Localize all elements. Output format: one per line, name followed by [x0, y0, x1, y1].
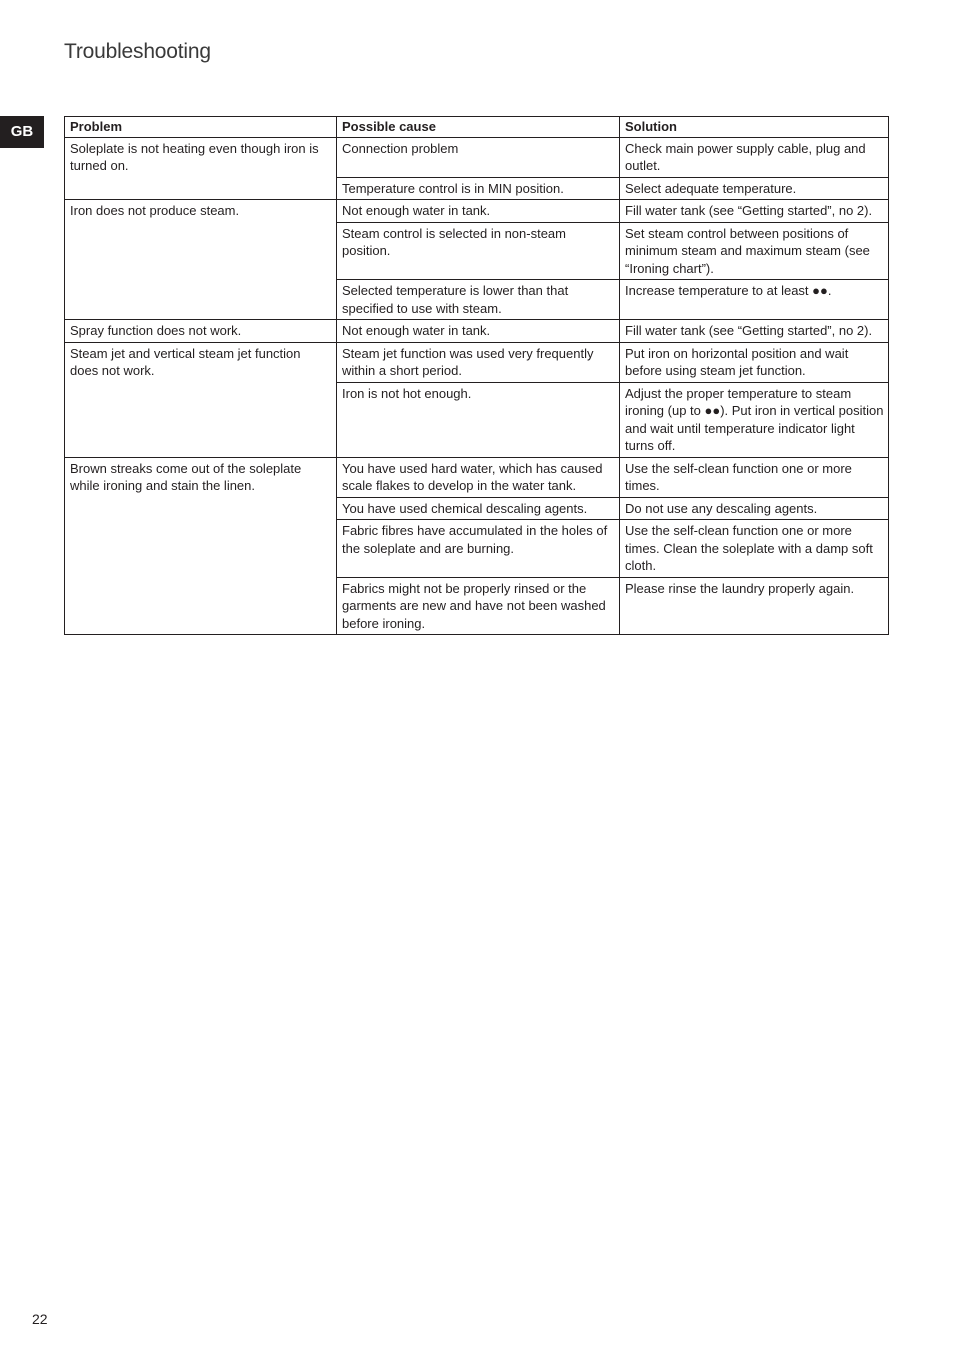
problem-cell: Iron does not produce steam.: [65, 200, 337, 320]
cause-cell: Steam control is selected in non-steam position.: [337, 222, 620, 280]
cause-cell: Steam jet function was used very frequently within a short period.: [337, 342, 620, 382]
cause-cell: Fabric fibres have accumulated in the holes of the soleplate and are burning.: [337, 520, 620, 578]
cause-cell: Not enough water in tank.: [337, 320, 620, 343]
page-number: 22: [32, 1311, 48, 1327]
solution-cell: Use the self-clean function one or more times.: [620, 457, 889, 497]
language-tab: GB: [0, 116, 44, 148]
problem-cell: Brown streaks come out of the soleplate while ironing and stain the linen.: [65, 457, 337, 635]
cause-cell: Fabrics might not be properly rinsed or the garments are new and have not been washed before ironing.: [337, 577, 620, 635]
table-header-row: [65, 117, 889, 138]
solution-cell: Fill water tank (see “Getting started”, no 2).: [620, 320, 889, 343]
solution-cell: Use the self-clean function one or more times. Clean the soleplate with a damp soft cloth.: [620, 520, 889, 578]
solution-cell: Check main power supply cable, plug and outlet.: [620, 137, 889, 177]
solution-cell: Fill water tank (see “Getting started”, no 2).: [620, 200, 889, 223]
cause-cell: Not enough water in tank.: [337, 200, 620, 223]
solution-cell: Set steam control between positions of minimum steam and maximum steam (see “Ironing chart”).: [620, 222, 889, 280]
solution-cell: Do not use any descaling agents.: [620, 497, 889, 520]
table-row: [65, 320, 889, 343]
solution-cell: Increase temperature to at least ●●.: [620, 280, 889, 320]
solution-cell: Please rinse the laundry properly again.: [620, 577, 889, 635]
table-body: [65, 137, 889, 635]
table-row: [65, 457, 889, 497]
header-possible-cause: Possible cause: [337, 117, 620, 138]
solution-cell: Adjust the proper temperature to steam ironing (up to ●●). Put iron in vertical position and wait until temperature indicator light turns off.: [620, 382, 889, 457]
troubleshooting-table: [64, 116, 889, 635]
cause-cell: Connection problem: [337, 137, 620, 177]
cause-cell: Selected temperature is lower than that specified to use with steam.: [337, 280, 620, 320]
problem-cell: Soleplate is not heating even though iron is turned on.: [65, 137, 337, 200]
table-row: [65, 342, 889, 382]
problem-cell: Steam jet and vertical steam jet function does not work.: [65, 342, 337, 457]
header-solution: Solution: [620, 117, 889, 138]
cause-cell: Iron is not hot enough.: [337, 382, 620, 457]
table-row: [65, 137, 889, 177]
cause-cell: You have used chemical descaling agents.: [337, 497, 620, 520]
problem-cell: Spray function does not work.: [65, 320, 337, 343]
solution-cell: Select adequate temperature.: [620, 177, 889, 200]
cause-cell: You have used hard water, which has caused scale flakes to develop in the water tank.: [337, 457, 620, 497]
page-title: Troubleshooting: [64, 40, 211, 63]
cause-cell: Temperature control is in MIN position.: [337, 177, 620, 200]
solution-cell: Put iron on horizontal position and wait before using steam jet function.: [620, 342, 889, 382]
table-row: [65, 200, 889, 223]
header-problem: Problem: [65, 117, 337, 138]
